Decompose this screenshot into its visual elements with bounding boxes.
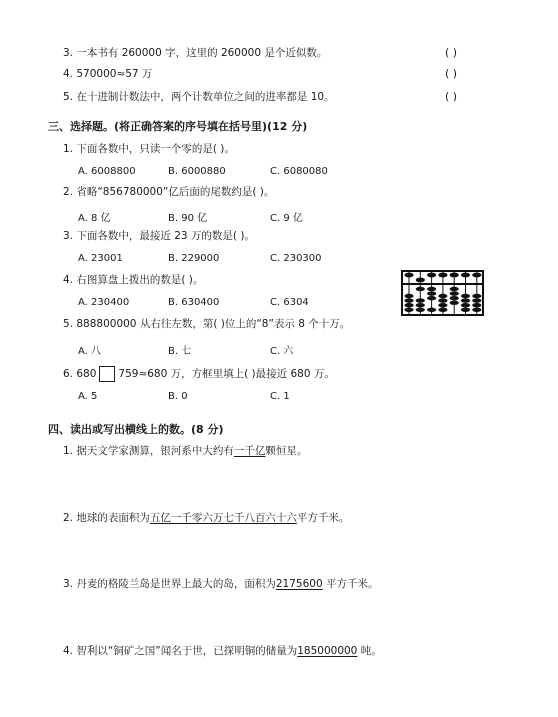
abacus-bead [450,287,459,291]
option-a[interactable]: A. 23001 [78,253,123,264]
abacus-bead [427,308,436,312]
abacus-bead [472,273,481,278]
item-text: 2. 地球的表面积为 [63,512,150,524]
abacus-bead [416,298,425,302]
option-a[interactable]: A. 230400 [78,297,130,308]
abacus-bead [461,303,470,307]
choice-q6-suffix: 759≈680 万，方框里填上( )最接近 680 万。 [118,368,335,380]
abacus-bead [461,294,470,298]
read-write-item-1 [63,446,307,457]
option-c[interactable]: C. 6304 [270,297,309,308]
underlined-number: 一千亿 [233,445,266,457]
abacus-bead [416,303,425,307]
abacus-bead [427,291,436,295]
answer-box[interactable] [99,366,115,382]
abacus-bead [472,294,481,298]
option-b[interactable]: B. 630400 [168,297,220,308]
option-a[interactable]: A. 5 [78,391,98,402]
answer-paren-q3[interactable]: ( ) [445,46,458,59]
choice-q3: 3. 下面各数中，最接近 23 万的数是( )。 [63,230,255,242]
option-a[interactable]: A. 6008800 [78,166,136,177]
answer-paren-q4[interactable]: ( ) [445,67,458,80]
option-c[interactable]: C. 9 亿 [270,213,303,224]
item-text: 颗恒星。 [265,445,308,457]
abacus-bead [450,273,459,278]
option-c[interactable]: C. 230300 [270,253,322,264]
item-text: 3. 丹麦的格陵兰岛是世界上最大的岛，面积为 [63,578,276,590]
choice-q5: 5. 888800000 从右往左数，第( )位上的“8”表示 8 个十万。 [63,318,351,330]
abacus-bead [427,296,436,300]
choice-q1: 1. 下面各数中，只读一个零的是( )。 [63,143,235,155]
choice-q4: 4. 右图算盘上拨出的数是( )。 [63,274,204,286]
abacus-bead [404,308,413,312]
item-text: 吨。 [357,645,382,657]
abacus-bead [404,298,413,302]
abacus-bead [450,296,459,300]
choice-q2: 2. 省略“856780000”亿后面的尾数约是( )。 [63,186,275,198]
abacus-bead [472,298,481,302]
abacus-bead [472,303,481,307]
item-text: 平方千米。 [296,512,350,524]
judge-q4: 4. 570000≈57 万 [63,68,153,80]
item-text: 1. 据天文学家测算，银河系中大约有 [63,445,234,457]
choice-q6-prefix: 6. 680 [63,368,97,380]
judge-q3: 3. 一本书有 260000 字，这里的 260000 是个近似数。 [63,47,328,59]
section4-heading: 四、读出或写出横线上的数。(8 分) [48,423,224,436]
abacus-bead [416,308,425,312]
abacus-bead [438,294,447,298]
abacus-figure [401,270,484,316]
option-b[interactable]: B. 0 [168,391,188,402]
abacus-bead [427,273,436,278]
abacus-bead [438,308,447,312]
abacus-bead [416,287,425,291]
option-b[interactable]: B. 229000 [168,253,220,264]
option-a[interactable]: A. 8 亿 [78,213,111,224]
option-c[interactable]: C. 6080080 [270,166,328,177]
read-write-item-3 [63,579,378,590]
abacus-bead [461,298,470,302]
abacus-bead [438,273,447,278]
section3-heading: 三、选择题。(将正确答案的序号填在括号里)(12 分) [48,120,308,133]
abacus-bead [438,298,447,302]
choice-q6 [63,366,335,382]
abacus-bead [404,303,413,307]
option-c[interactable]: C. 1 [270,391,290,402]
item-text: 4. 智利以“铜矿之国”闻名于世，已探明铜的储量为 [63,645,298,657]
answer-paren-q5[interactable]: ( ) [445,90,458,103]
item-text: 平方千米。 [322,578,379,590]
abacus-bead [461,273,470,278]
option-a[interactable]: A. 八 [78,346,102,357]
option-c[interactable]: C. 六 [270,346,294,357]
judge-q5: 5. 在十进制计数法中，两个计数单位之间的进率都是 10。 [63,91,335,103]
abacus-bead [461,308,470,312]
read-write-item-2 [63,513,349,524]
option-b[interactable]: B. 6000880 [168,166,226,177]
abacus-bead [427,287,436,291]
abacus-bead [438,303,447,307]
underlined-number: 2175600 [275,578,323,590]
abacus-bead [450,301,459,305]
abacus-bead [450,291,459,295]
underlined-number: 185000000 [297,645,358,657]
option-b[interactable]: B. 90 亿 [168,213,208,224]
underlined-number: 五亿一千零六万七千八百六十六 [149,512,297,524]
abacus-bead [404,273,413,278]
read-write-item-4 [63,646,382,657]
abacus-bead [404,294,413,298]
option-b[interactable]: B. 七 [168,346,192,357]
abacus-bead [416,278,425,283]
abacus-bead [472,308,481,312]
